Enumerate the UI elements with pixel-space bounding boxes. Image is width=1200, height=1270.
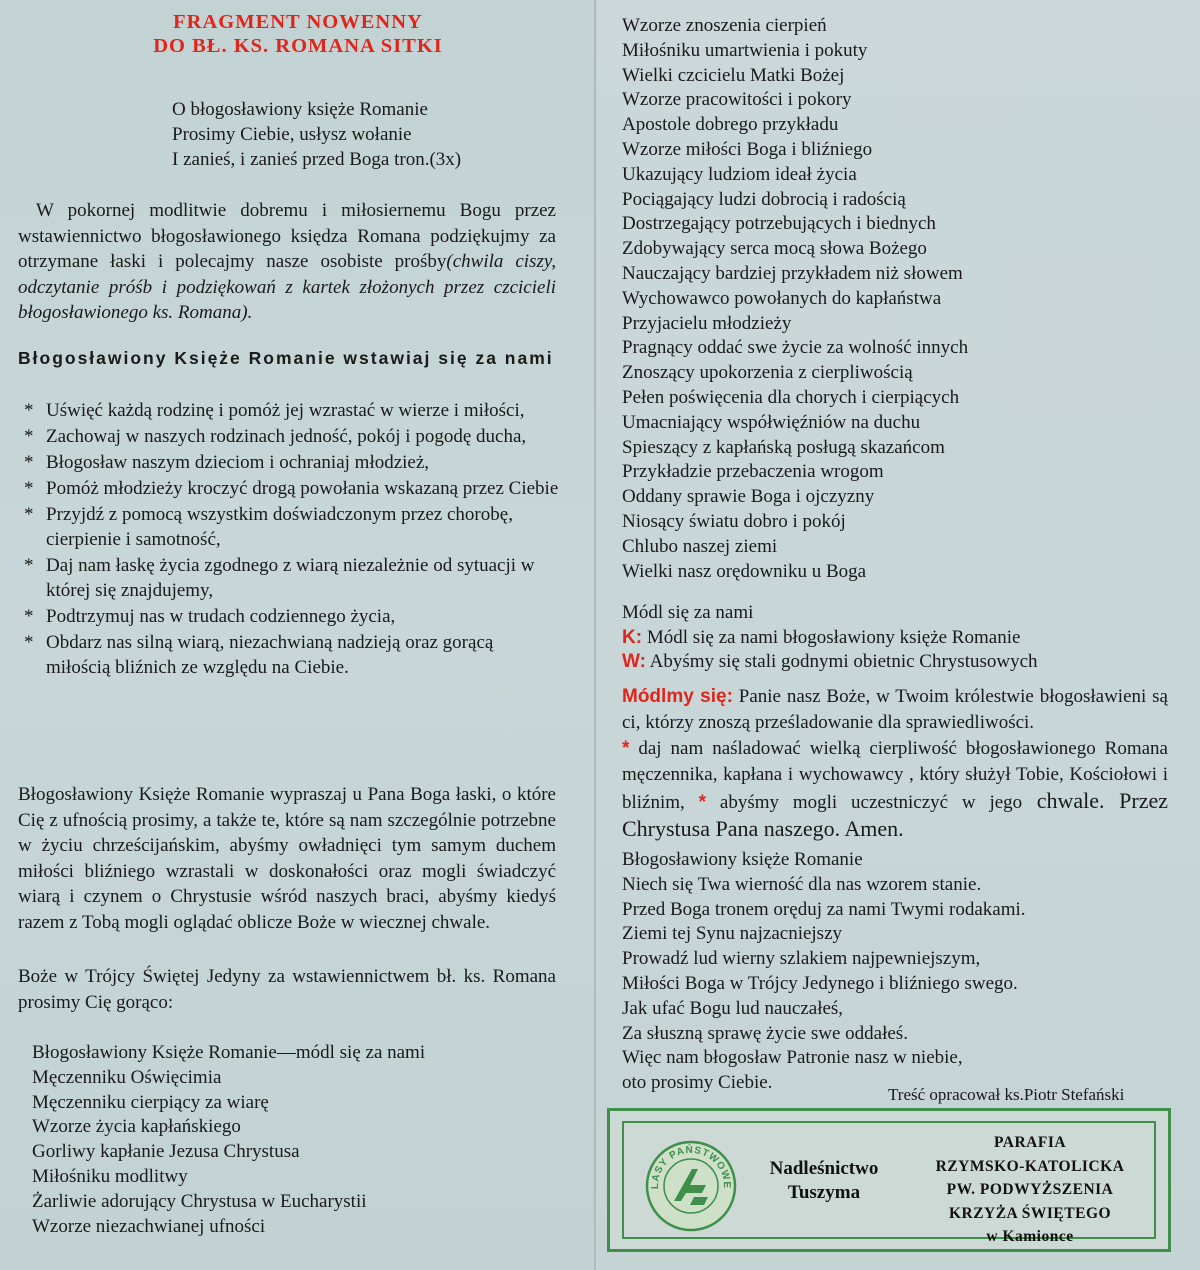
prayer-paragraph-2: Boże w Trójcy Świętej Jedyny za wstawiennictwem bł. ks. Romana prosimy Cię gorąco:: [18, 966, 556, 1013]
list-item: * Zachowaj w naszych rodzinach jedność, pokój i pogodę ducha,: [24, 426, 527, 447]
litany-item: Umacniający współwięźniów na duchu: [622, 411, 921, 433]
prayer-paragraph: Błogosławiony Księże Romanie wypraszaj u Pana Boga łaski, o które Cię z ufnością prosimy, a także te, które są nam szczególnie potrzebne w życiu chrześcijańskim, abyśmy owładnięci tym samym duchem miłości bliźniego wzrastali w doskonałości oraz mogli świadczyć wiarą i czynem o Chrystusie wśród naszych braci, abyśmy kiedyś razem z Tobą mogli oglądać oblicze Boże w wiecznej chwale.: [18, 784, 556, 933]
litany-item: Ukazujący ludziom ideał życia: [622, 163, 857, 185]
asterisk-icon: *: [24, 400, 34, 421]
asterisk-icon: *: [24, 452, 34, 473]
intro-paragraph: [18, 198, 556, 326]
litany-item: Nauczający bardziej przykładem niż słowem: [622, 262, 963, 284]
hymn: [622, 848, 1026, 1096]
hymn-line: Jak ufać Bogu lud nauczałeś,: [622, 997, 844, 1019]
litany-item: Oddany sprawie Boga i ojczyzny: [622, 486, 875, 508]
litany-item: Wzorze niezachwianej ufności: [32, 1215, 266, 1237]
litany-list-left: [32, 1041, 425, 1239]
list-item: * Pomóż młodzieży kroczyć drogą powołania wskazaną przez Ciebie: [24, 478, 559, 499]
sponsor-footer: [607, 1108, 1171, 1252]
footer-inner-frame: [622, 1121, 1156, 1245]
litany-item: Gorliwy kapłanie Jezusa Chrystusa: [32, 1141, 300, 1163]
prayer-label: Módlmy się:: [622, 686, 733, 707]
list-item: * Obdarz nas silną wiarą, niezachwianą nadzieją oraz gorącą miłością bliźnich ze względu na Ciebie.: [24, 632, 494, 678]
asterisk-icon: *: [698, 792, 707, 813]
invocation-line: I zanieś, i zanieś przed Boga tron.(3x): [172, 149, 462, 170]
litany-item: Spieszący z kapłańską posługą skazańcom: [622, 436, 945, 458]
prayer-ending: chwale. Przez Chrystusa Pana naszego. Amen.: [622, 788, 1168, 841]
invocation-line: Prosimy Ciebie, usłysz wołanie: [172, 124, 412, 145]
litany-item: Znoszący upokorzenia z cierpliwością: [622, 362, 913, 384]
litany-item: Miłośniku modlitwy: [32, 1165, 188, 1187]
logo-text: LASY PAŃSTWOWE: [649, 1144, 733, 1190]
hymn-line: Za słuszną sprawę życie swe oddałeś.: [622, 1022, 908, 1044]
k-line: [622, 626, 1038, 651]
author-credit: Treść opracował ks.Piotr Stefański: [888, 1085, 1125, 1104]
litany-item: Pełen poświęcenia dla chorych i cierpiących: [622, 386, 960, 408]
invocation-refrain: [172, 97, 461, 172]
asterisk-icon: *: [24, 504, 34, 525]
litany-list-right: [622, 14, 968, 584]
hymn-line: Więc nam błogosław Patronie nasz w niebie,: [622, 1047, 963, 1069]
litany-item: Dostrzegający potrzebujących i biednych: [622, 213, 936, 235]
intro-italic-text: (chwila ciszy, odczytanie próśb i podziękowań z kartek złożonych przez czcicieli błogosławionego ks. Romana).: [18, 251, 556, 323]
litany-item: Żarliwie adorujący Chrystusa w Eucharystii: [32, 1190, 367, 1212]
litany-item: Wzorze znoszenia cierpień: [622, 15, 827, 36]
lasy-panstwowe-logo-icon: [644, 1139, 738, 1233]
title-line-1: FRAGMENT NOWENNY: [173, 11, 423, 33]
list-item: * Uświęć każdą rodzinę i pomóż jej wzrastać w wierze i miłości,: [24, 400, 525, 421]
hymn-line: Ziemi tej Synu najzacniejszy: [622, 923, 843, 945]
litany-item: Przykładzie przebaczenia wrogom: [622, 461, 884, 483]
litany-item: Wzorze życia kapłańskiego: [32, 1116, 241, 1138]
asterisk-icon: *: [24, 632, 34, 653]
w-label: W:: [622, 651, 646, 672]
list-item: * Podtrzymuj nas w trudach codziennego życia,: [24, 606, 396, 627]
litany-item: Wielki nasz orędowniku u Boga: [622, 560, 867, 582]
section-heading: Błogosławiony Księże Romanie wstawiaj się za nami: [18, 348, 554, 368]
hymn-line: Miłości Boga w Trójcy Jedynego i bliźniego swego.: [622, 972, 1018, 994]
litany-item: Błogosławiony Księże Romanie—módl się za nami: [32, 1042, 426, 1063]
parish-name: PARAFIA RZYMSKO-KATOLICKA PW. PODWYŻSZENIA KRZYŻA ŚWIĘTEGO w Kamionce: [935, 1134, 1125, 1245]
litany-item: Pociągający ludzi dobrocią i radością: [622, 188, 906, 210]
invocation-line: O błogosławiony księże Romanie: [172, 99, 428, 120]
hymn-line: Niech się Twa wierność dla nas wzorem stanie.: [622, 873, 982, 895]
asterisk-icon: *: [24, 555, 34, 576]
litany-item: Zdobywający serca mocą słowa Bożego: [622, 238, 927, 260]
litany-item: Przyjacielu młodzieży: [622, 312, 792, 334]
litany-item: Niosący światu dobro i pokój: [622, 510, 846, 532]
intro-text: W pokornej modlitwie dobremu i miłosiernemu Bogu przez wstawiennictwo błogosławionego księdza Romana podziękujmy za otrzymane łaski i polecajmy nasze osobiste prośby: [18, 200, 556, 272]
hymn-line: oto prosimy Ciebie.: [622, 1072, 773, 1094]
w-text: Abyśmy się stali godnymi obietnic Chrystusowych: [645, 651, 1038, 672]
list-item: * Daj nam łaskę życia zgodnego z wiarą niezależnie od sytuacji w której się znajdujemy,: [24, 555, 535, 601]
list-item: * Przyjdź z pomocą wszystkim doświadczonym przez chorobę, cierpienie i samotność,: [24, 504, 513, 550]
hymn-line: Błogosławiony księże Romanie: [622, 849, 863, 870]
petition-list: [24, 398, 560, 681]
page-title: [0, 10, 596, 58]
asterisk-icon: *: [622, 738, 630, 759]
k-text: Módl się za nami błogosławiony księże Romanie: [642, 626, 1021, 648]
closing-prayer: Módlmy się: Panie nasz Boże, w Twoim królestwie błogosławieni są ci, którzy znoszą prześladowanie dla sprawiedliwości. * daj nam naśladować wielką cierpliwość błogosławionego Romana męczennika, kapłana i wychowawcy , który służył Tobie, Kościołowi i bliźnim, * abyśmy mogli uczestniczyć w jego chwale. Przez Chrystusa Pana naszego. Amen.: [622, 686, 1168, 841]
litany-item: Męczenniku cierpiący za wiarę: [32, 1091, 269, 1113]
litany-item: Wzorze miłości Boga i bliźniego: [622, 138, 873, 160]
modl-line: Módl się za nami: [622, 602, 754, 623]
nadlesnictwo-name: Nadleśnictwo Tuszyma: [769, 1158, 879, 1203]
hymn-line: Przed Boga tronem oręduj za nami Twymi rodakami.: [622, 898, 1026, 920]
litany-item: Chlubo naszej ziemi: [622, 535, 778, 557]
k-label: K:: [622, 626, 643, 648]
litany-item: Apostole dobrego przykładu: [622, 114, 839, 136]
w-line: [622, 650, 1038, 675]
asterisk-icon: *: [24, 606, 34, 627]
litany-item: Miłośniku umartwienia i pokuty: [622, 39, 868, 61]
litany-item: Wielki czcicielu Matki Bożej: [622, 64, 845, 86]
litany-item: Wzorze pracowitości i pokory: [622, 89, 852, 111]
litany-item: Pragnący oddać swe życie za wolność innych: [622, 337, 969, 359]
asterisk-icon: *: [24, 426, 34, 447]
litany-item: Wychowawco powołanych do kapłaństwa: [622, 287, 942, 309]
hymn-line: Prowadź lud wierny szlakiem najpewniejszym,: [622, 948, 981, 970]
litany-item: Męczenniku Oświęcimia: [32, 1066, 222, 1088]
responsory: [622, 601, 1038, 675]
title-line-2: DO BŁ. KS. ROMANA SITKI: [153, 35, 443, 57]
asterisk-icon: *: [24, 478, 34, 499]
list-item: * Błogosław naszym dzieciom i ochraniaj młodzież,: [24, 452, 430, 473]
